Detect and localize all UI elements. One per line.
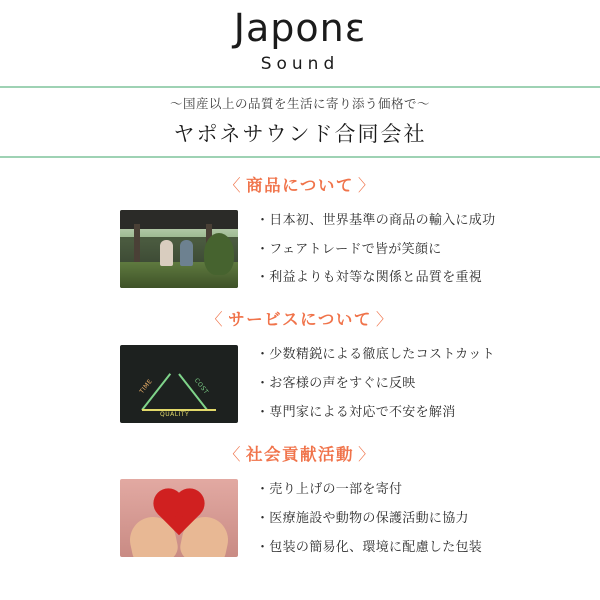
section-heading-services [0,306,600,330]
photo-bush [204,233,234,275]
bracket-right-icon: 〉 [358,445,376,464]
list-item: ・少数精鋭による徹底したコストカット [256,346,495,362]
section-services [0,306,600,427]
list-item: ・利益よりも対等な関係と品質を重視 [256,269,483,285]
section-heading-products-label: 商品について [246,176,354,195]
bracket-left-icon: 〈 [206,311,225,330]
photo-person-right [180,240,193,266]
section-social-contribution [0,441,600,562]
list-item: ・フェアトレードで皆が笑顔に [256,240,442,256]
blackboard-label-quality: QUALITY [160,410,190,418]
hands-heart-photo [120,479,238,557]
blackboard-label-cost: COST [192,376,210,396]
section-heading-social [0,441,600,465]
footer-spacer [0,561,600,579]
list-item: ・医療施設や動物の保護活動に協力 [256,509,469,525]
blackboard-label-time: TIME [138,377,155,395]
bullet-list-products [256,206,495,293]
brand-title: Japonε [233,6,367,50]
section-body-social [0,475,600,562]
company-name: ヤポネサウンド合同会社 [173,122,427,146]
list-item: ・お客様の声をすぐに反映 [256,375,416,391]
section-heading-products [0,172,600,196]
tagline-band [0,86,600,158]
list-item: ・売り上げの一部を寄付 [256,480,403,496]
list-item: ・包装の簡易化、環境に配慮した包装 [256,538,483,554]
tagline-text: 〜国産以上の品質を生活に寄り添う価格で〜 [169,96,430,111]
section-body-services [0,340,600,427]
bracket-right-icon: 〉 [375,311,394,330]
bullet-list-social [256,475,482,562]
bracket-right-icon: 〉 [357,176,376,195]
section-body-products [0,206,600,293]
bracket-left-icon: 〈 [224,176,243,195]
blackboard-triangle-photo [120,345,238,423]
section-products [0,172,600,293]
section-heading-services-label: サービスについて [228,311,372,330]
bracket-left-icon: 〈 [224,445,242,464]
photo-post-left [134,224,140,265]
list-item: ・専門家による対応で不安を解消 [256,404,456,420]
list-item: ・日本初、世界基準の商品の輸入に成功 [256,211,496,227]
brand-header [0,0,600,74]
section-heading-social-label: 社会貢献活動 [246,445,354,464]
outdoor-photo [120,210,238,288]
brand-subtitle: Sound [260,53,340,74]
photo-person-left [160,240,173,266]
bullet-list-services [256,340,495,427]
